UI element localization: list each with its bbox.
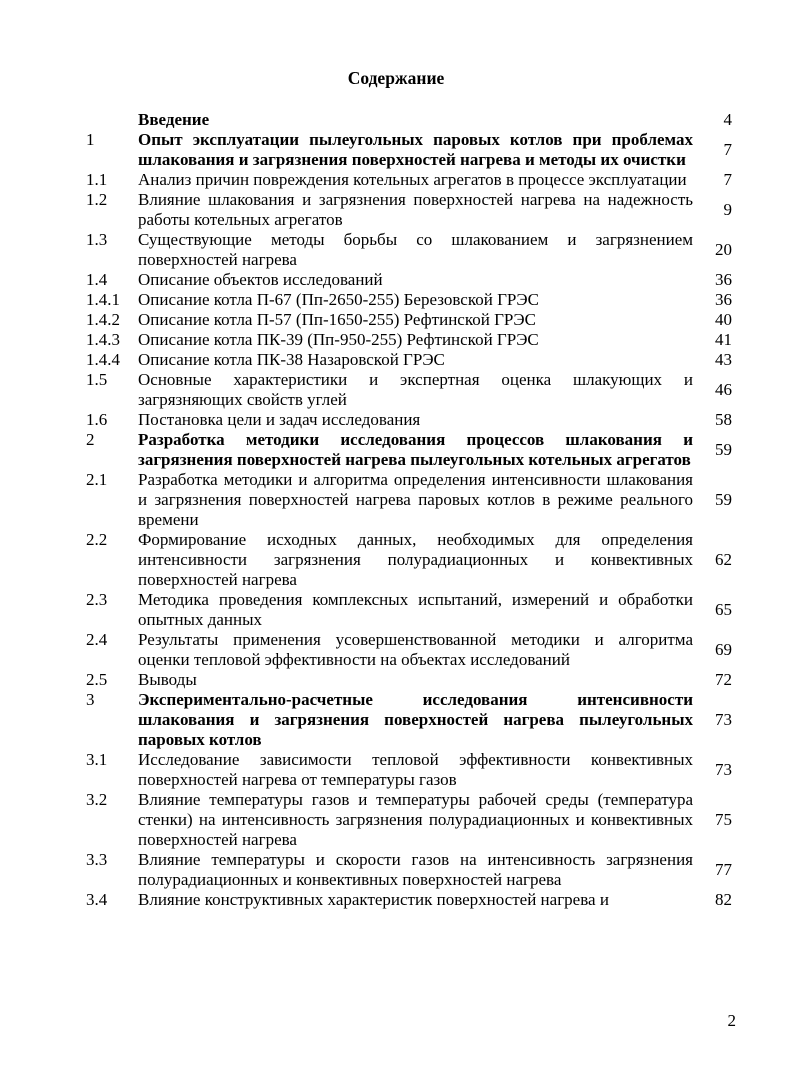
toc-entry-title: Описание объектов исследований — [138, 270, 383, 289]
toc-entry-page: 65 — [715, 600, 732, 619]
toc-entry-number: 2.4 — [86, 630, 108, 649]
toc-entry-page: 40 — [715, 310, 732, 329]
toc-entry-title: Опыт эксплуатации пылеугольных паровых котлов при проблемах шлакования и загрязнения поверхностей нагрева и методы их очистки — [138, 130, 693, 169]
toc-entry-title: Анализ причин повреждения котельных агрегатов в процессе эксплуатации — [138, 170, 687, 189]
toc-entry — [0, 350, 792, 370]
toc-entry — [0, 230, 792, 270]
toc-entry-page: 36 — [715, 290, 732, 309]
toc-entry-page: 7 — [723, 140, 732, 159]
toc-entry-title: Существующие методы борьбы со шлакованием и загрязнением поверхностей нагрева — [138, 230, 693, 269]
toc-entry-number: 1.4.4 — [86, 350, 120, 369]
toc-entry-title: Методика проведения комплексных испытаний, измерений и обработки опытных данных — [138, 590, 693, 629]
table-of-contents — [0, 110, 792, 910]
page-number: 2 — [727, 1011, 736, 1030]
toc-entry — [0, 410, 792, 430]
toc-entry-page: 73 — [715, 760, 732, 779]
toc-entry-title: Влияние шлакования и загрязнения поверхностей нагрева на надежность работы котельных агрегатов — [138, 190, 693, 229]
toc-entry-number: 1.4 — [86, 270, 108, 289]
toc-entry-title: Описание котла П-57 (Пп-1650-255) Рефтинской ГРЭС — [138, 310, 536, 329]
toc-entry-number: 2.1 — [86, 470, 108, 489]
toc-entry — [0, 630, 792, 670]
toc-entry-page: 69 — [715, 640, 732, 659]
toc-entry-title: Основные характеристики и экспертная оценка шлакующих и загрязняющих свойств углей — [138, 370, 693, 409]
toc-entry-page: 75 — [715, 810, 732, 829]
toc-entry-title: Результаты применения усовершенствованной методики и алгоритма оценки тепловой эффективности на объектах исследований — [138, 630, 693, 669]
toc-entry — [0, 530, 792, 590]
toc-entry-page: 41 — [715, 330, 732, 349]
toc-entry-number: 3 — [86, 690, 95, 709]
toc-entry-page: 59 — [715, 440, 732, 459]
toc-entry — [0, 790, 792, 850]
toc-entry-page: 72 — [715, 670, 732, 689]
toc-entry — [0, 290, 792, 310]
toc-entry-page: 58 — [715, 410, 732, 429]
toc-entry — [0, 330, 792, 350]
toc-entry-number: 3.1 — [86, 750, 108, 769]
toc-entry — [0, 130, 792, 170]
toc-entry — [0, 310, 792, 330]
toc-entry-number: 3.3 — [86, 850, 108, 869]
toc-entry — [0, 110, 792, 130]
toc-entry — [0, 370, 792, 410]
toc-entry-title: Постановка цели и задач исследования — [138, 410, 421, 429]
toc-entry-title: Влияние температуры газов и температуры рабочей среды (температура стенки) на интенсивность загрязнения полурадиационных и конвективных поверхностей нагрева — [138, 790, 693, 849]
toc-entry — [0, 690, 792, 750]
toc-entry-title: Экспериментально-расчетные исследования интенсивности шлакования и загрязнения поверхностей нагрева пылеугольных паровых котлов — [138, 690, 693, 749]
toc-entry-title: Исследование зависимости тепловой эффективности конвективных поверхностей нагрева от температуры газов — [138, 750, 693, 789]
toc-entry-title: Описание котла ПК-38 Назаровской ГРЭС — [138, 350, 445, 369]
toc-entry — [0, 850, 792, 890]
toc-entry-title: Формирование исходных данных, необходимых для определения интенсивности загрязнения полурадиационных и конвективных поверхностей нагрева — [138, 530, 693, 589]
toc-entry-number: 1.4.2 — [86, 310, 120, 329]
toc-entry-title: Описание котла П-67 (Пп-2650-255) Березовской ГРЭС — [138, 290, 539, 309]
toc-entry-page: 20 — [715, 240, 732, 259]
toc-entry-page: 36 — [715, 270, 732, 289]
toc-entry-number: 1.2 — [86, 190, 108, 209]
toc-entry-number: 1.5 — [86, 370, 108, 389]
toc-entry-number: 1.6 — [86, 410, 108, 429]
toc-entry-page: 59 — [715, 490, 732, 509]
toc-title: Содержание — [347, 68, 445, 88]
toc-entry-page: 43 — [715, 350, 732, 369]
toc-entry-title: Влияние температуры и скорости газов на интенсивность загрязнения полурадиационных и конвективных поверхностей нагрева — [138, 850, 693, 889]
toc-entry — [0, 750, 792, 790]
toc-entry — [0, 590, 792, 630]
toc-entry-page: 73 — [715, 710, 732, 729]
toc-entry-title: Описание котла ПК-39 (Пп-950-255) Рефтинской ГРЭС — [138, 330, 539, 349]
toc-entry-number: 2.3 — [86, 590, 108, 609]
toc-entry-title: Разработка методики и алгоритма определения интенсивности шлакования и загрязнения поверхностей нагрева паровых котлов в режиме реального времени — [138, 470, 693, 529]
toc-entry-page: 7 — [723, 170, 732, 189]
toc-entry — [0, 430, 792, 470]
toc-entry-number: 3.2 — [86, 790, 108, 809]
toc-entry-number: 2.5 — [86, 670, 108, 689]
toc-entry — [0, 170, 792, 190]
toc-entry-page: 82 — [715, 890, 732, 909]
toc-entry-number: 3.4 — [86, 890, 108, 909]
toc-entry — [0, 890, 792, 910]
toc-entry-number: 2 — [86, 430, 95, 449]
toc-entry-title: Разработка методики исследования процессов шлакования и загрязнения поверхностей нагрева пылеугольных котельных агрегатов — [138, 430, 693, 469]
toc-entry-page: 62 — [715, 550, 732, 569]
toc-entry-number: 1.4.1 — [86, 290, 120, 309]
toc-entry-page: 9 — [723, 200, 732, 219]
toc-entry — [0, 670, 792, 690]
toc-entry-number: 1.1 — [86, 170, 108, 189]
toc-entry-title: Влияние конструктивных характеристик поверхностей нагрева и — [138, 890, 609, 909]
toc-entry-number: 2.2 — [86, 530, 108, 549]
toc-entry — [0, 190, 792, 230]
toc-entry-number: 1.4.3 — [86, 330, 120, 349]
toc-entry-page: 46 — [715, 380, 732, 399]
toc-entry-page: 77 — [715, 860, 732, 879]
toc-entry-title: Введение — [138, 110, 210, 129]
toc-entry — [0, 470, 792, 530]
toc-entry-number: 1 — [86, 130, 95, 149]
toc-entry-page: 4 — [723, 110, 732, 129]
toc-entry-number: 1.3 — [86, 230, 108, 249]
toc-entry — [0, 270, 792, 290]
toc-entry-title: Выводы — [138, 670, 197, 689]
